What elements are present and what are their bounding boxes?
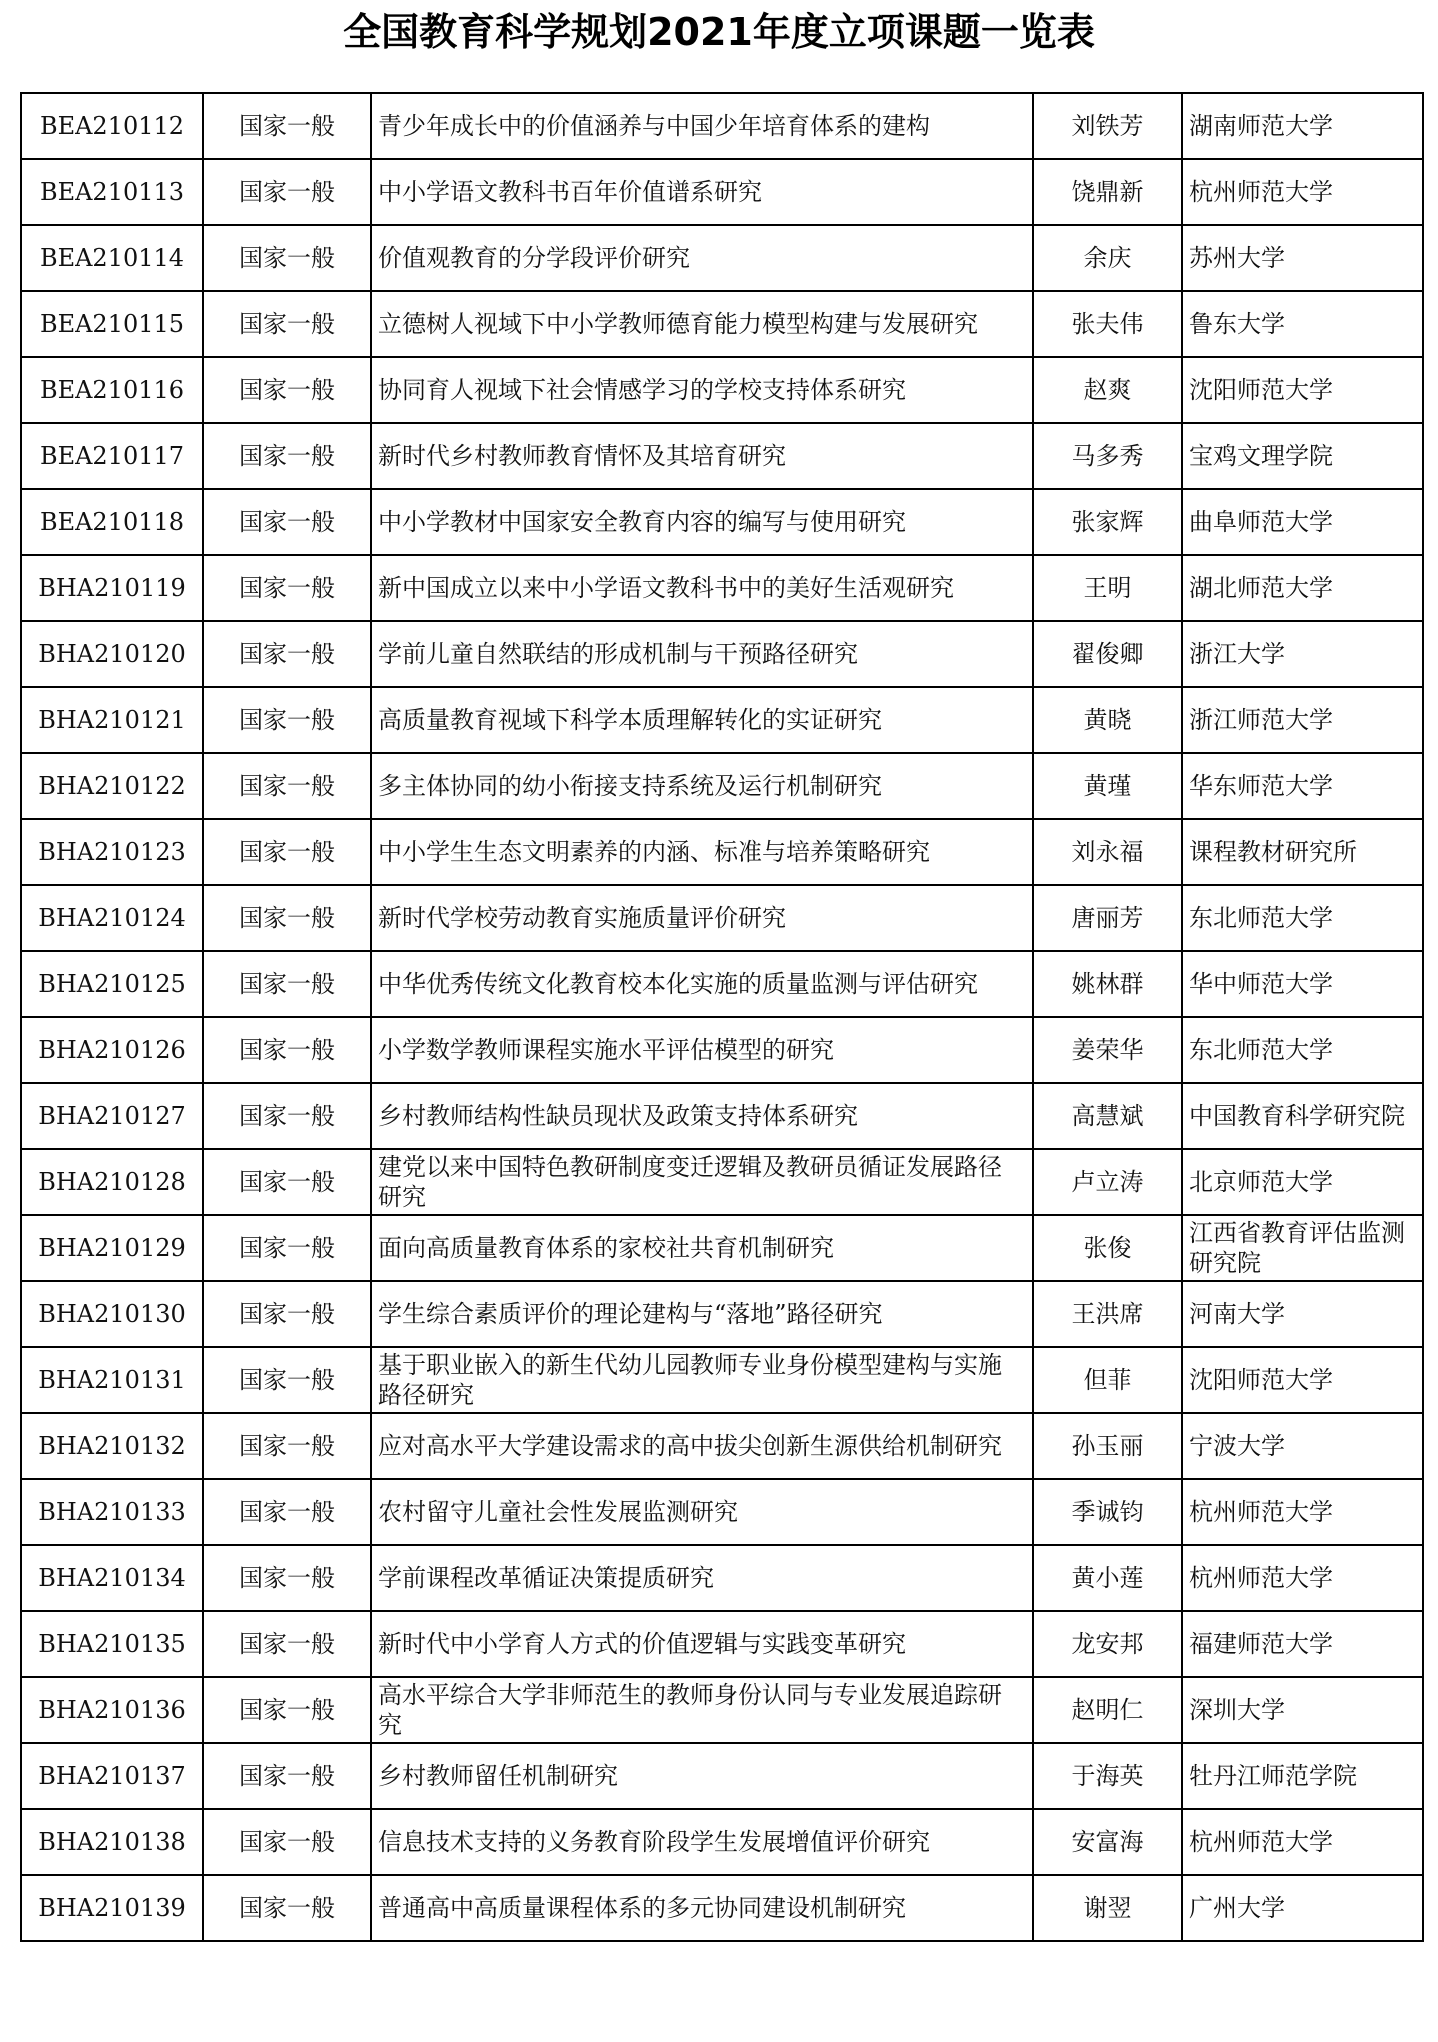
- principal-investigator-cell: 王洪席: [1033, 1281, 1182, 1347]
- table-row: [21, 621, 1423, 687]
- project-title-cell: 新中国成立以来中小学语文教科书中的美好生活观研究: [371, 555, 1033, 621]
- project-category-cell: 国家一般: [203, 1281, 371, 1347]
- institution-cell: 河南大学: [1182, 1281, 1423, 1347]
- institution-cell: 杭州师范大学: [1182, 1809, 1423, 1875]
- project-title-cell: 价值观教育的分学段评价研究: [371, 225, 1033, 291]
- project-id-cell: BHA210125: [21, 951, 203, 1017]
- institution-cell: 曲阜师范大学: [1182, 489, 1423, 555]
- project-id-cell: BHA210139: [21, 1875, 203, 1941]
- project-title-cell: 农村留守儿童社会性发展监测研究: [371, 1479, 1033, 1545]
- project-title-cell: 新时代乡村教师教育情怀及其培育研究: [371, 423, 1033, 489]
- principal-investigator-cell: 饶鼎新: [1033, 159, 1182, 225]
- project-category-cell: 国家一般: [203, 1677, 371, 1743]
- project-id-cell: BEA210112: [21, 93, 203, 159]
- project-title-cell: 中小学语文教科书百年价值谱系研究: [371, 159, 1033, 225]
- project-title-cell: 应对高水平大学建设需求的高中拔尖创新生源供给机制研究: [371, 1413, 1033, 1479]
- project-id-cell: BHA210131: [21, 1347, 203, 1413]
- institution-cell: 浙江大学: [1182, 621, 1423, 687]
- institution-cell: 杭州师范大学: [1182, 1545, 1423, 1611]
- project-category-cell: 国家一般: [203, 951, 371, 1017]
- principal-investigator-cell: 赵爽: [1033, 357, 1182, 423]
- project-category-cell: 国家一般: [203, 1149, 371, 1215]
- table-row: [21, 951, 1423, 1017]
- project-title-cell: 面向高质量教育体系的家校社共育机制研究: [371, 1215, 1033, 1281]
- project-id-cell: BHA210123: [21, 819, 203, 885]
- project-title-cell: 基于职业嵌入的新生代幼儿园教师专业身份模型建构与实施路径研究: [371, 1347, 1033, 1413]
- project-category-cell: 国家一般: [203, 885, 371, 951]
- project-category-cell: 国家一般: [203, 753, 371, 819]
- institution-cell: 华东师范大学: [1182, 753, 1423, 819]
- project-id-cell: BHA210134: [21, 1545, 203, 1611]
- project-category-cell: 国家一般: [203, 1017, 371, 1083]
- project-category-cell: 国家一般: [203, 1743, 371, 1809]
- table-row: [21, 93, 1423, 159]
- project-title-cell: 小学数学教师课程实施水平评估模型的研究: [371, 1017, 1033, 1083]
- project-id-cell: BEA210117: [21, 423, 203, 489]
- institution-cell: 江西省教育评估监测研究院: [1182, 1215, 1423, 1281]
- project-category-cell: 国家一般: [203, 291, 371, 357]
- project-title-cell: 青少年成长中的价值涵养与中国少年培育体系的建构: [371, 93, 1033, 159]
- project-id-cell: BHA210127: [21, 1083, 203, 1149]
- project-id-cell: BHA210129: [21, 1215, 203, 1281]
- project-title-cell: 中小学生生态文明素养的内涵、标准与培养策略研究: [371, 819, 1033, 885]
- table-row: [21, 1017, 1423, 1083]
- principal-investigator-cell: 余庆: [1033, 225, 1182, 291]
- table-row: [21, 1677, 1423, 1743]
- project-id-cell: BHA210121: [21, 687, 203, 753]
- page-title: 全国教育科学规划2021年度立项课题一览表: [343, 10, 1095, 54]
- project-category-cell: 国家一般: [203, 1875, 371, 1941]
- project-category-cell: 国家一般: [203, 1215, 371, 1281]
- institution-cell: 鲁东大学: [1182, 291, 1423, 357]
- table-row: [21, 225, 1423, 291]
- principal-investigator-cell: 张家辉: [1033, 489, 1182, 555]
- project-id-cell: BHA210132: [21, 1413, 203, 1479]
- principal-investigator-cell: 季诚钧: [1033, 1479, 1182, 1545]
- project-category-cell: 国家一般: [203, 489, 371, 555]
- principal-investigator-cell: 翟俊卿: [1033, 621, 1182, 687]
- project-id-cell: BHA210137: [21, 1743, 203, 1809]
- principal-investigator-cell: 黄小莲: [1033, 1545, 1182, 1611]
- project-title-cell: 新时代中小学育人方式的价值逻辑与实践变革研究: [371, 1611, 1033, 1677]
- project-title-cell: 学前课程改革循证决策提质研究: [371, 1545, 1033, 1611]
- principal-investigator-cell: 姚林群: [1033, 951, 1182, 1017]
- institution-cell: 沈阳师范大学: [1182, 1347, 1423, 1413]
- project-id-cell: BHA210128: [21, 1149, 203, 1215]
- project-table-body: [21, 93, 1423, 1941]
- institution-cell: 华中师范大学: [1182, 951, 1423, 1017]
- principal-investigator-cell: 于海英: [1033, 1743, 1182, 1809]
- project-title-cell: 新时代学校劳动教育实施质量评价研究: [371, 885, 1033, 951]
- institution-cell: 浙江师范大学: [1182, 687, 1423, 753]
- project-id-cell: BHA210119: [21, 555, 203, 621]
- table-row: [21, 885, 1423, 951]
- project-category-cell: 国家一般: [203, 819, 371, 885]
- project-title-cell: 乡村教师留任机制研究: [371, 1743, 1033, 1809]
- project-title-cell: 中小学教材中国家安全教育内容的编写与使用研究: [371, 489, 1033, 555]
- project-category-cell: 国家一般: [203, 159, 371, 225]
- table-row: [21, 291, 1423, 357]
- principal-investigator-cell: 龙安邦: [1033, 1611, 1182, 1677]
- project-category-cell: 国家一般: [203, 621, 371, 687]
- project-title-cell: 多主体协同的幼小衔接支持系统及运行机制研究: [371, 753, 1033, 819]
- institution-cell: 沈阳师范大学: [1182, 357, 1423, 423]
- institution-cell: 中国教育科学研究院: [1182, 1083, 1423, 1149]
- institution-cell: 课程教材研究所: [1182, 819, 1423, 885]
- table-row: [21, 489, 1423, 555]
- project-title-cell: 立德树人视域下中小学教师德育能力模型构建与发展研究: [371, 291, 1033, 357]
- principal-investigator-cell: 张夫伟: [1033, 291, 1182, 357]
- project-category-cell: 国家一般: [203, 1347, 371, 1413]
- principal-investigator-cell: 安富海: [1033, 1809, 1182, 1875]
- table-row: [21, 753, 1423, 819]
- principal-investigator-cell: 王明: [1033, 555, 1182, 621]
- project-category-cell: 国家一般: [203, 357, 371, 423]
- table-row: [21, 819, 1423, 885]
- table-row: [21, 1479, 1423, 1545]
- project-category-cell: 国家一般: [203, 1611, 371, 1677]
- project-category-cell: 国家一般: [203, 93, 371, 159]
- institution-cell: 湖北师范大学: [1182, 555, 1423, 621]
- project-id-cell: BHA210135: [21, 1611, 203, 1677]
- principal-investigator-cell: 黄晓: [1033, 687, 1182, 753]
- project-title-cell: 信息技术支持的义务教育阶段学生发展增值评价研究: [371, 1809, 1033, 1875]
- project-id-cell: BEA210113: [21, 159, 203, 225]
- table-row: [21, 1215, 1423, 1281]
- project-category-cell: 国家一般: [203, 1479, 371, 1545]
- project-category-cell: 国家一般: [203, 225, 371, 291]
- table-row: [21, 1809, 1423, 1875]
- table-row: [21, 687, 1423, 753]
- project-title-cell: 建党以来中国特色教研制度变迁逻辑及教研员循证发展路径研究: [371, 1149, 1033, 1215]
- project-category-cell: 国家一般: [203, 1545, 371, 1611]
- project-title-cell: 学生综合素质评价的理论建构与“落地”路径研究: [371, 1281, 1033, 1347]
- project-title-cell: 乡村教师结构性缺员现状及政策支持体系研究: [371, 1083, 1033, 1149]
- table-row: [21, 1611, 1423, 1677]
- project-id-cell: BEA210114: [21, 225, 203, 291]
- institution-cell: 牡丹江师范学院: [1182, 1743, 1423, 1809]
- table-row: [21, 1347, 1423, 1413]
- institution-cell: 宁波大学: [1182, 1413, 1423, 1479]
- principal-investigator-cell: 唐丽芳: [1033, 885, 1182, 951]
- table-row: [21, 423, 1423, 489]
- project-id-cell: BHA210120: [21, 621, 203, 687]
- project-category-cell: 国家一般: [203, 687, 371, 753]
- project-title-cell: 高水平综合大学非师范生的教师身份认同与专业发展追踪研究: [371, 1677, 1033, 1743]
- principal-investigator-cell: 赵明仁: [1033, 1677, 1182, 1743]
- project-category-cell: 国家一般: [203, 555, 371, 621]
- project-title-cell: 学前儿童自然联结的形成机制与干预路径研究: [371, 621, 1033, 687]
- project-id-cell: BHA210126: [21, 1017, 203, 1083]
- table-row: [21, 1743, 1423, 1809]
- table-row: [21, 1545, 1423, 1611]
- project-id-cell: BEA210118: [21, 489, 203, 555]
- table-row: [21, 357, 1423, 423]
- project-title-cell: 协同育人视域下社会情感学习的学校支持体系研究: [371, 357, 1033, 423]
- project-category-cell: 国家一般: [203, 1809, 371, 1875]
- table-row: [21, 1149, 1423, 1215]
- principal-investigator-cell: 刘永福: [1033, 819, 1182, 885]
- project-id-cell: BHA210130: [21, 1281, 203, 1347]
- institution-cell: 苏州大学: [1182, 225, 1423, 291]
- principal-investigator-cell: 马多秀: [1033, 423, 1182, 489]
- project-id-cell: BHA210136: [21, 1677, 203, 1743]
- principal-investigator-cell: 刘铁芳: [1033, 93, 1182, 159]
- institution-cell: 湖南师范大学: [1182, 93, 1423, 159]
- institution-cell: 广州大学: [1182, 1875, 1423, 1941]
- principal-investigator-cell: 孙玉丽: [1033, 1413, 1182, 1479]
- principal-investigator-cell: 张俊: [1033, 1215, 1182, 1281]
- principal-investigator-cell: 卢立涛: [1033, 1149, 1182, 1215]
- institution-cell: 杭州师范大学: [1182, 1479, 1423, 1545]
- table-row: [21, 1875, 1423, 1941]
- principal-investigator-cell: 姜荣华: [1033, 1017, 1182, 1083]
- table-row: [21, 555, 1423, 621]
- project-id-cell: BHA210138: [21, 1809, 203, 1875]
- institution-cell: 宝鸡文理学院: [1182, 423, 1423, 489]
- project-category-cell: 国家一般: [203, 1413, 371, 1479]
- institution-cell: 杭州师范大学: [1182, 159, 1423, 225]
- institution-cell: 东北师范大学: [1182, 885, 1423, 951]
- project-category-cell: 国家一般: [203, 423, 371, 489]
- project-id-cell: BHA210124: [21, 885, 203, 951]
- project-title-cell: 中华优秀传统文化教育校本化实施的质量监测与评估研究: [371, 951, 1033, 1017]
- project-category-cell: 国家一般: [203, 1083, 371, 1149]
- institution-cell: 福建师范大学: [1182, 1611, 1423, 1677]
- institution-cell: 东北师范大学: [1182, 1017, 1423, 1083]
- project-id-cell: BEA210116: [21, 357, 203, 423]
- table-row: [21, 159, 1423, 225]
- project-id-cell: BHA210122: [21, 753, 203, 819]
- table-row: [21, 1083, 1423, 1149]
- principal-investigator-cell: 谢翌: [1033, 1875, 1182, 1941]
- project-id-cell: BHA210133: [21, 1479, 203, 1545]
- project-title-cell: 普通高中高质量课程体系的多元协同建设机制研究: [371, 1875, 1033, 1941]
- project-id-cell: BEA210115: [21, 291, 203, 357]
- table-row: [21, 1281, 1423, 1347]
- institution-cell: 深圳大学: [1182, 1677, 1423, 1743]
- principal-investigator-cell: 黄瑾: [1033, 753, 1182, 819]
- project-title-cell: 高质量教育视域下科学本质理解转化的实证研究: [371, 687, 1033, 753]
- table-row: [21, 1413, 1423, 1479]
- institution-cell: 北京师范大学: [1182, 1149, 1423, 1215]
- principal-investigator-cell: 高慧斌: [1033, 1083, 1182, 1149]
- principal-investigator-cell: 但菲: [1033, 1347, 1182, 1413]
- project-table: [20, 92, 1424, 1942]
